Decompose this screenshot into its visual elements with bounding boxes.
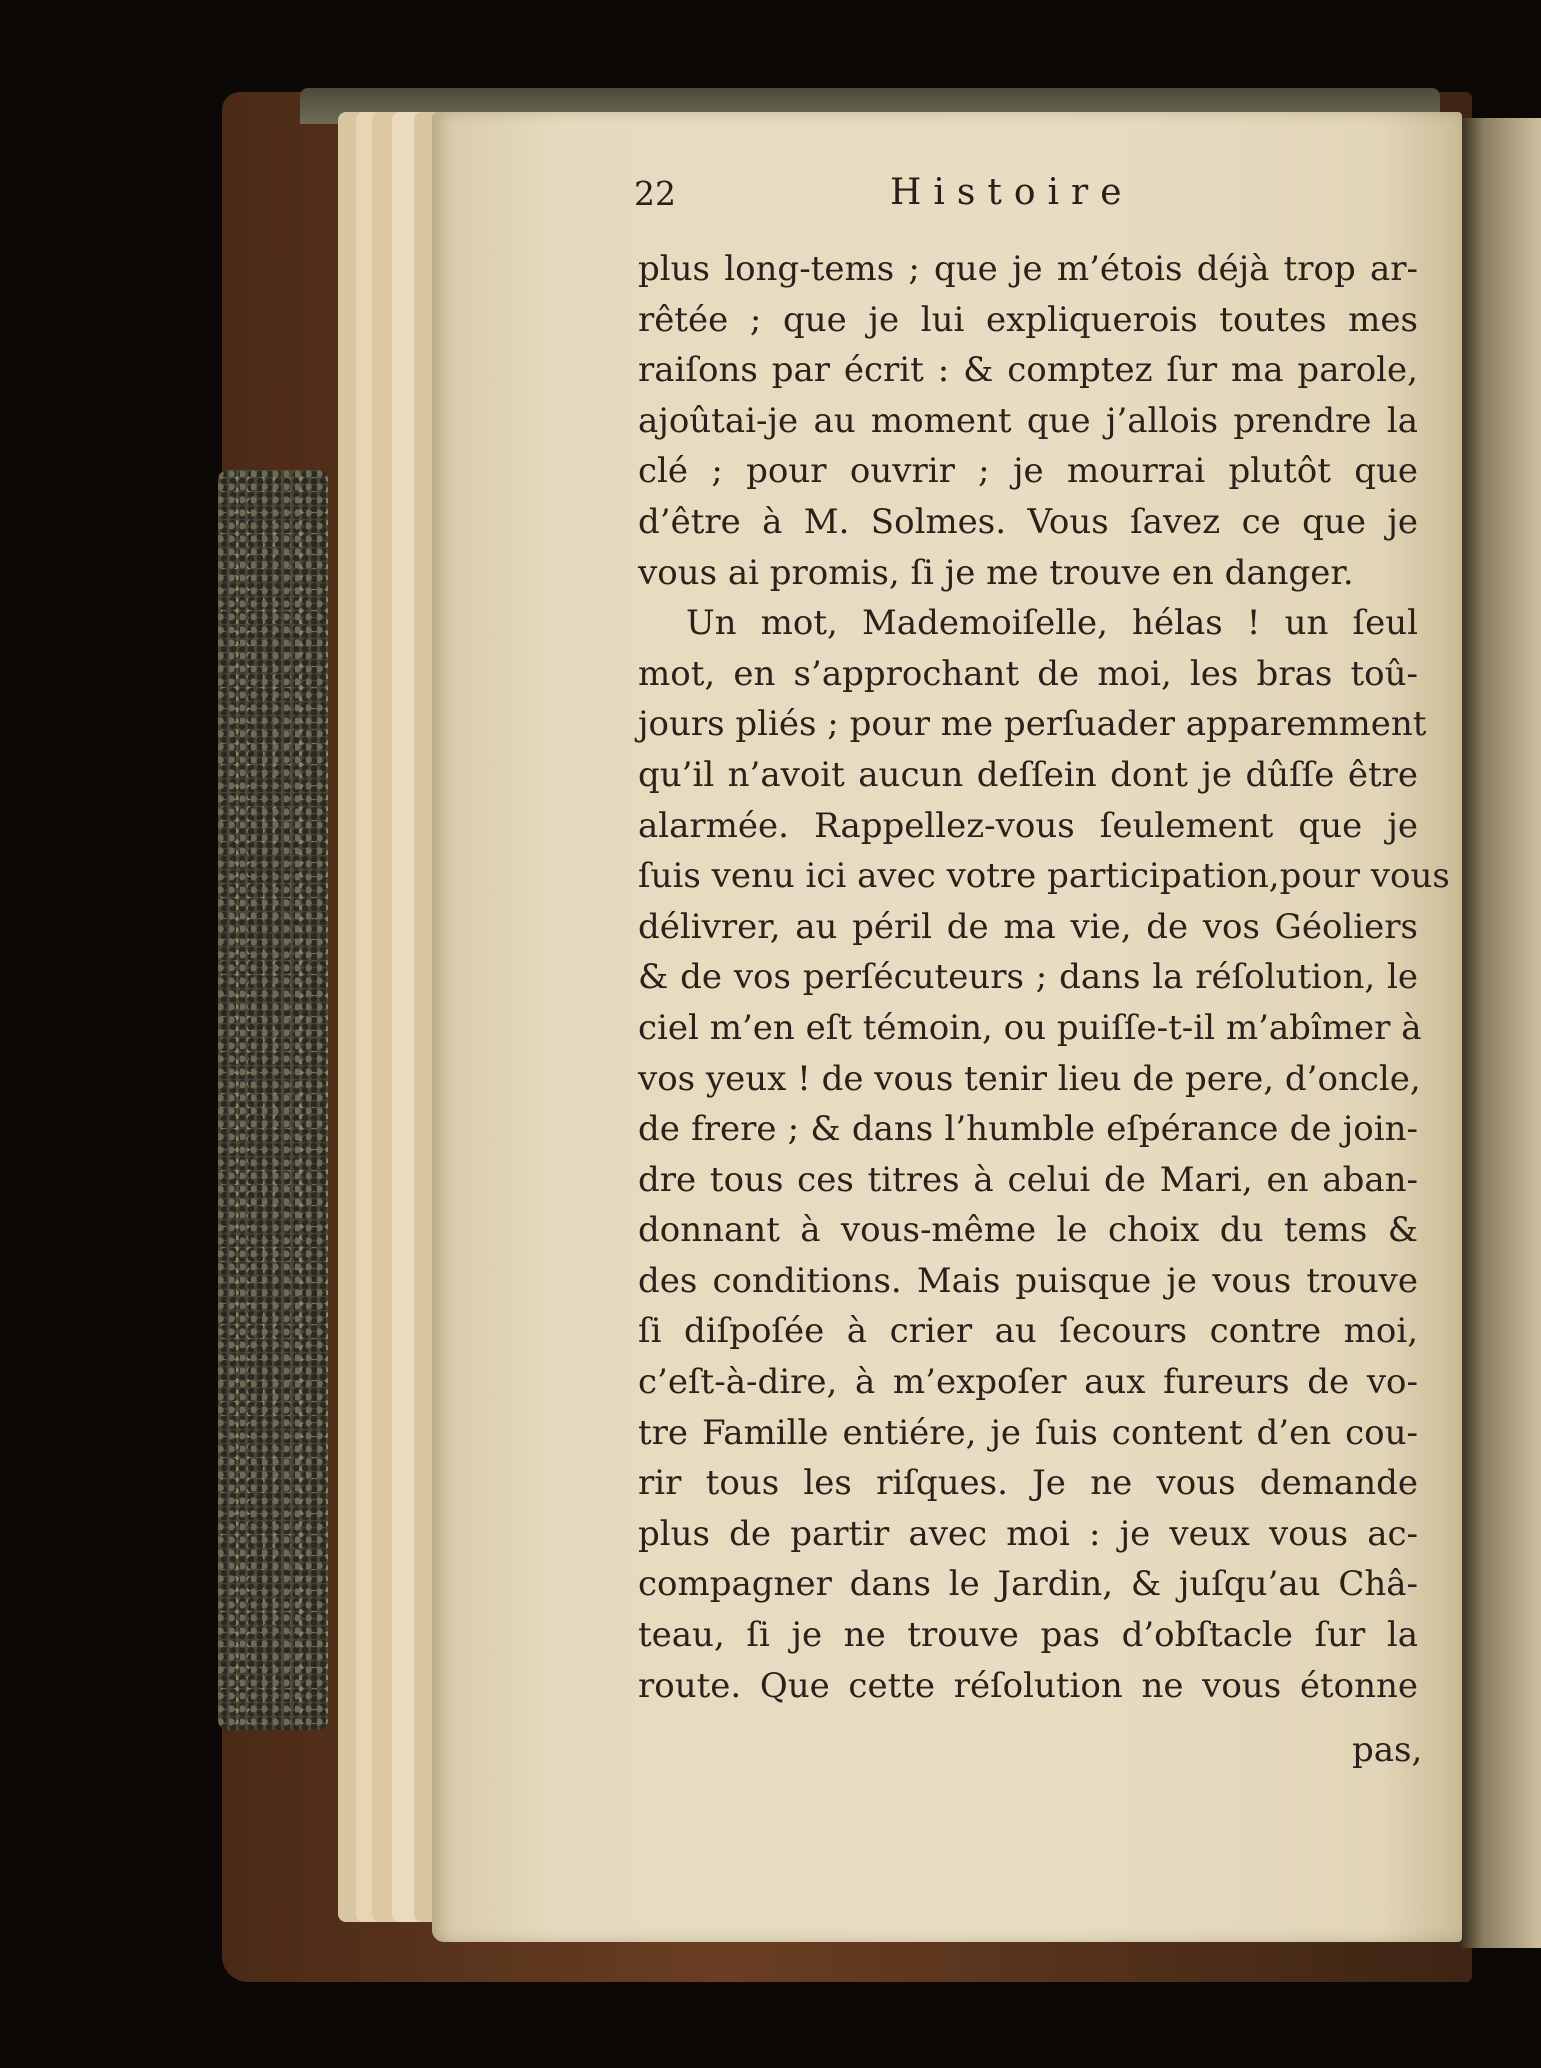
text-line: délivrer, au péril de ma vie, de vos Géoliers (638, 906, 1418, 947)
text-line: raiſons par écrit : & comptez ſur ma parole, (638, 350, 1418, 391)
text-line: donnant à vous-même le choix du tems & (638, 1210, 1418, 1251)
text-line: dre tous ces titres à celui de Mari, en aban- (638, 1159, 1418, 1200)
text-line: & de vos perſécuteurs ; dans la réſolution, le (638, 957, 1418, 998)
text-line: ciel m’en eſt témoin, ou puiſſe-t-il m’abîmer à (638, 1007, 1422, 1048)
text-line: qu’il n’avoit aucun deſſein dont je dûſſe être (638, 754, 1418, 795)
page-number: 22 (634, 174, 676, 213)
text-line: compagner dans le Jardin, & juſqu’au Châ- (638, 1564, 1418, 1605)
text-line: plus long-tems ; que je m’étois déjà trop ar- (638, 249, 1418, 289)
text-line: rêtée ; que je lui expliquerois toutes mes (638, 299, 1418, 340)
text-line: clé ; pour ouvrir ; je mourrai plutôt que (638, 451, 1418, 492)
text-line: teau, ſi je ne trouve pas d’obſtacle ſur la (638, 1615, 1418, 1656)
catchword: pas, (1352, 1730, 1423, 1770)
running-head: Histoire (890, 172, 1134, 213)
text-line: ſuis venu ici avec votre participation,pour vous (638, 856, 1450, 897)
text-line: route. Que cette réſolution ne vous étonne (638, 1665, 1418, 1706)
marbled-board (218, 470, 328, 1730)
text-line: des conditions. Mais puisque je vous trouve (638, 1260, 1418, 1301)
text-line: ſi diſpoſée à crier au ſecours contre moi, (638, 1311, 1418, 1352)
body-text (638, 244, 1450, 1711)
text-line: tre Famille entiére, je ſuis content d’en cou- (638, 1412, 1418, 1453)
text-line: mot, en s’approchant de moi, les bras toû- (638, 653, 1418, 694)
text-line: plus de partir avec moi : je veux vous ac- (638, 1513, 1418, 1554)
text-line: d’être à M. Solmes. Vous ſavez ce que je (638, 501, 1418, 542)
text-line: alarmée. Rappellez-vous ſeulement que je (638, 805, 1418, 846)
text-line: de frere ; & dans l’humble eſpérance de join- (638, 1109, 1418, 1150)
text-line: Un mot, Mademoiſelle, hélas ! un ſeul (686, 603, 1418, 644)
text-line: vos yeux ! de vous tenir lieu de pere, d’oncle, (638, 1058, 1421, 1099)
text-line: ajoûtai-je au moment que j’allois prendre la (638, 400, 1418, 441)
text-line: rir tous les riſques. Je ne vous demande (638, 1463, 1418, 1504)
page-header (634, 172, 1454, 232)
text-line: vous ai promis, ſi je me trouve en danger. (638, 552, 1354, 593)
facing-page-gutter (1458, 118, 1541, 1948)
text-line: jours pliés ; pour me perſuader apparemment (638, 704, 1427, 745)
text-line: c’eſt-à-dire, à m’expoſer aux fureurs de vo- (638, 1362, 1418, 1403)
